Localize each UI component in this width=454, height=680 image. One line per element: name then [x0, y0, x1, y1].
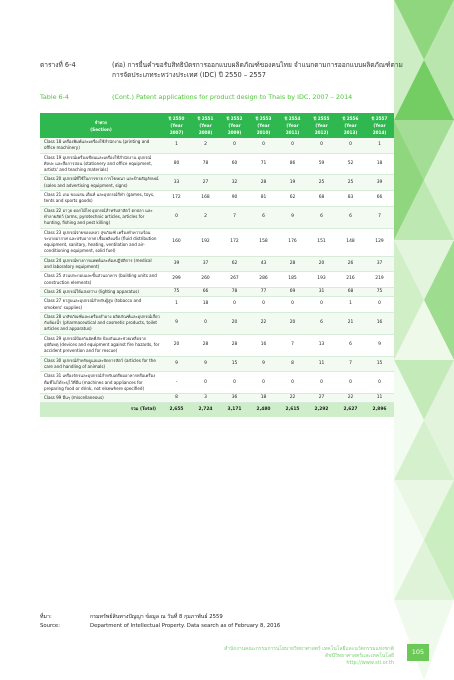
- source-text-thai: กรมทรัพย์สินทางปัญญา ข้อมูล ณ วันที่ 8 กุมภาพันธ์ 2559: [90, 614, 223, 620]
- value-cell: 6: [336, 334, 365, 356]
- value-cell: 0: [220, 372, 249, 394]
- value-cell: 176: [278, 228, 307, 256]
- class-label: Class 30 อุปกรณ์สำหรับดูแลและจัดการสัตว์ (articles for the care and handling of animals): [40, 356, 162, 372]
- total-row: [40, 403, 394, 418]
- year-column-header: [336, 113, 365, 138]
- total-value-cell: 2,724: [191, 403, 220, 418]
- value-cell: 28: [278, 256, 307, 272]
- value-cell: 37: [365, 256, 394, 272]
- total-value-cell: 2,480: [249, 403, 278, 418]
- total-value-cell: 2,292: [307, 403, 336, 418]
- value-cell: 0: [249, 138, 278, 153]
- value-cell: 0: [220, 297, 249, 313]
- value-cell: 172: [220, 228, 249, 256]
- value-cell: 160: [162, 228, 191, 256]
- value-cell: 7: [336, 356, 365, 372]
- value-cell: 1: [365, 138, 394, 153]
- value-cell: 148: [336, 228, 365, 256]
- value-cell: 27: [191, 175, 220, 191]
- value-cell: 8: [162, 394, 191, 403]
- class-label: Class 21 เกม ของเล่น เต็นท์ และอุปกรณ์กีฬา (games, toys, tents and sports goods): [40, 191, 162, 207]
- year-be: ปี 2550: [168, 116, 185, 121]
- year-column-header: [249, 113, 278, 138]
- table-header-row: [40, 113, 394, 138]
- value-cell: 0: [249, 372, 278, 394]
- value-cell: 7: [365, 206, 394, 228]
- year-ce: (Year 2007): [169, 123, 184, 135]
- value-cell: 286: [249, 272, 278, 288]
- value-cell: 25: [336, 175, 365, 191]
- value-cell: 6: [307, 206, 336, 228]
- value-cell: 216: [336, 272, 365, 288]
- value-cell: 25: [307, 175, 336, 191]
- value-cell: 1: [336, 297, 365, 313]
- value-cell: 0: [307, 297, 336, 313]
- value-cell: 22: [336, 394, 365, 403]
- total-value-cell: 2,615: [278, 403, 307, 418]
- value-cell: 81: [249, 191, 278, 207]
- value-cell: 19: [278, 175, 307, 191]
- value-cell: 62: [220, 256, 249, 272]
- table-row: [40, 256, 394, 272]
- value-cell: 0: [278, 297, 307, 313]
- value-cell: 33: [162, 175, 191, 191]
- organization-name: สำนักงานคณะกรรมการนโยบายวิทยาศาสตร์ เทคโนโลยีและนวัตกรรมแห่งชาติ: [224, 646, 394, 652]
- value-cell: 18: [191, 297, 220, 313]
- value-cell: 2: [191, 138, 220, 153]
- year-column-header: [365, 113, 394, 138]
- category-column-header: [40, 113, 162, 138]
- year-be: ปี 2554: [284, 116, 301, 121]
- value-cell: 86: [278, 153, 307, 175]
- value-cell: 39: [162, 256, 191, 272]
- value-cell: 90: [220, 191, 249, 207]
- table-body: [40, 138, 394, 417]
- source-line-thai: [40, 613, 280, 622]
- value-cell: 9: [162, 312, 191, 334]
- value-cell: 0: [365, 297, 394, 313]
- category-header-thai: จำพวก: [94, 119, 108, 125]
- value-cell: 66: [191, 287, 220, 296]
- table-number-thai: ตารางที่ 6-4: [40, 61, 76, 69]
- publication-name: ดัชนีวิทยาศาสตร์และเทคโนโลยี: [325, 653, 394, 659]
- table-caption-thai: (ต่อ) การยื่นคำขอรับสิทธิบัตรการออกแบบผลิตภัณฑ์ของคนไทย จำแนกตามการออกแบบผลิตภัณฑ์ตามการจัดประเภทระหว่างประเทศ (IDC) ปี 2550 – 2557: [112, 61, 403, 79]
- value-cell: 9: [191, 356, 220, 372]
- value-cell: 75: [162, 287, 191, 296]
- value-cell: 15: [220, 356, 249, 372]
- value-cell: 66: [365, 191, 394, 207]
- table-caption-english: (Cont.) Patent applications for product design to Thais by IDC, 2007 – 2014: [112, 93, 353, 101]
- value-cell: 6: [249, 206, 278, 228]
- value-cell: 21: [336, 312, 365, 334]
- value-cell: 18: [249, 394, 278, 403]
- table-number-english: Table 6-4: [40, 93, 69, 101]
- table-row: [40, 287, 394, 296]
- value-cell: 7: [278, 334, 307, 356]
- total-value-cell: 2,627: [336, 403, 365, 418]
- value-cell: 9: [162, 356, 191, 372]
- value-cell: 0: [336, 372, 365, 394]
- year-ce: (Year 2014): [372, 123, 387, 135]
- value-cell: 31: [307, 287, 336, 296]
- class-label: Class 28 เภสัชภัณฑ์และเครื่องสำอาง ผลิตภัณฑ์และอุปกรณ์เกี่ยวกับห้องน้ำ (pharmaceutical and cosmetic products, toilet articles and apparatus): [40, 312, 162, 334]
- value-cell: 9: [249, 356, 278, 372]
- value-cell: -: [162, 372, 191, 394]
- value-cell: 75: [365, 287, 394, 296]
- value-cell: 192: [191, 228, 220, 256]
- category-header-english: (Section): [90, 126, 112, 132]
- patent-applications-table: [40, 113, 394, 417]
- value-cell: 3: [191, 394, 220, 403]
- value-cell: 15: [365, 356, 394, 372]
- page-footer-credit: [224, 646, 394, 667]
- class-label: Class 31 เครื่องจักรและอุปกรณ์สำหรับเตรียมอาหารหรือเครื่องดื่มที่ไม่ได้ระบุไว้ที่อื่น (machines and appliances for preparing food or drink, not elsewhere specified): [40, 372, 162, 394]
- year-be: ปี 2553: [255, 116, 272, 121]
- total-value-cell: 3,171: [220, 403, 249, 418]
- value-cell: 32: [220, 175, 249, 191]
- table-row: [40, 272, 394, 288]
- value-cell: 299: [162, 272, 191, 288]
- value-cell: 151: [307, 228, 336, 256]
- value-cell: 0: [220, 138, 249, 153]
- value-cell: 60: [220, 153, 249, 175]
- value-cell: 52: [336, 153, 365, 175]
- value-cell: 68: [307, 191, 336, 207]
- table-row: [40, 372, 394, 394]
- page-number-badge: 105: [407, 644, 429, 661]
- value-cell: 36: [220, 394, 249, 403]
- class-label: Class 25 ส่วนประกอบและชิ้นส่วนอาคาร (building units and construction elements): [40, 272, 162, 288]
- value-cell: 11: [365, 394, 394, 403]
- value-cell: 6: [307, 312, 336, 334]
- year-be: ปี 2557: [371, 116, 388, 121]
- year-ce: (Year 2013): [343, 123, 358, 135]
- value-cell: 1: [162, 297, 191, 313]
- value-cell: 9: [365, 334, 394, 356]
- value-cell: 71: [249, 153, 278, 175]
- value-cell: 8: [278, 356, 307, 372]
- value-cell: 22: [278, 394, 307, 403]
- value-cell: 62: [278, 191, 307, 207]
- value-cell: 267: [220, 272, 249, 288]
- total-label: รวม (Total): [40, 403, 162, 418]
- value-cell: 168: [191, 191, 220, 207]
- year-ce: (Year 2011): [285, 123, 300, 135]
- value-cell: 0: [278, 372, 307, 394]
- class-label: Class 24 อุปกรณ์ทางการแพทย์และห้องปฏิบัติการ (medical and laboratory equipment): [40, 256, 162, 272]
- year-be: ปี 2552: [226, 116, 243, 121]
- class-label: Class 18 เครื่องพิมพ์และเครื่องใช้สำนักงาน (printing and office machinery): [40, 138, 162, 153]
- value-cell: 28: [220, 334, 249, 356]
- value-cell: 20: [162, 334, 191, 356]
- year-column-header: [278, 113, 307, 138]
- value-cell: 193: [307, 272, 336, 288]
- class-label: Class 22 อาวุธ ดอกไม้ไฟ อุปกรณ์สำหรับล่าสัตว์ ตกปลา และทำลายสัตว์ (arms, pyrotechnic articles, articles for hunting, fishing and pest killing): [40, 206, 162, 228]
- value-cell: 77: [249, 287, 278, 296]
- value-cell: 2: [191, 206, 220, 228]
- year-column-header: [220, 113, 249, 138]
- year-ce: (Year 2010): [256, 123, 271, 135]
- class-label: Class 20 อุปกรณ์ที่ใช้ในการขาย การโฆษณา และป้ายสัญลักษณ์ (sales and advertising equipment, signs): [40, 175, 162, 191]
- class-label: Class 26 อุปกรณ์ให้แสงสว่าง (lighting apparatus): [40, 287, 162, 296]
- value-cell: 129: [365, 228, 394, 256]
- value-cell: 20: [278, 312, 307, 334]
- value-cell: 37: [191, 256, 220, 272]
- value-cell: 28: [249, 175, 278, 191]
- year-be: ปี 2556: [342, 116, 359, 121]
- table-row: [40, 228, 394, 256]
- value-cell: 6: [336, 206, 365, 228]
- value-cell: 0: [191, 372, 220, 394]
- value-cell: 172: [162, 191, 191, 207]
- table-row: [40, 175, 394, 191]
- year-column-header: [162, 113, 191, 138]
- table-row: [40, 153, 394, 175]
- class-label: Class 27 ยาสูบและอุปกรณ์สำหรับผู้สูบ (tobacco and smokers' supplies): [40, 297, 162, 313]
- value-cell: 27: [307, 394, 336, 403]
- decorative-triangle-band: [394, 0, 454, 680]
- year-column-header: [307, 113, 336, 138]
- value-cell: 78: [220, 287, 249, 296]
- value-cell: 185: [278, 272, 307, 288]
- total-value-cell: 2,896: [365, 403, 394, 418]
- class-label: Class 23 อุปกรณ์จ่ายของเหลว สุขภัณฑ์ เครื่องทำความร้อน ระบายอากาศ และปรับอากาศ เชื้อเพลิงแข็ง (fluid distribution equipment, sanitary, heating, ventilation and air-conditioning equipment, solid fuel): [40, 228, 162, 256]
- source-label-thai: ที่มา:: [40, 614, 52, 620]
- value-cell: 26: [336, 256, 365, 272]
- table-row: [40, 191, 394, 207]
- value-cell: 69: [278, 287, 307, 296]
- value-cell: 78: [191, 153, 220, 175]
- source-text-english: Department of Intellectual Property. Data search as of February 8, 2016: [90, 623, 281, 629]
- value-cell: 0: [249, 297, 278, 313]
- value-cell: 28: [191, 334, 220, 356]
- value-cell: 0: [307, 372, 336, 394]
- value-cell: 68: [336, 287, 365, 296]
- value-cell: 11: [307, 356, 336, 372]
- value-cell: 0: [191, 312, 220, 334]
- value-cell: 39: [365, 175, 394, 191]
- year-ce: (Year 2012): [314, 123, 329, 135]
- year-be: ปี 2555: [313, 116, 330, 121]
- source-label-english: Source:: [40, 623, 60, 629]
- value-cell: 7: [220, 206, 249, 228]
- value-cell: 16: [365, 312, 394, 334]
- table-row: [40, 206, 394, 228]
- website-url: http://www.sti.or.th: [346, 660, 394, 666]
- year-ce: (Year 2008): [198, 123, 213, 135]
- value-cell: 1: [162, 138, 191, 153]
- class-label: Class 19 อุปกรณ์เครื่องเขียนและเครื่องใช้สำนักงาน อุปกรณ์ศิลปะ และสื่อการสอน (stationery and office equipment, artists' and teaching materials): [40, 153, 162, 175]
- value-cell: 0: [278, 138, 307, 153]
- table-row: [40, 312, 394, 334]
- value-cell: 80: [162, 153, 191, 175]
- value-cell: 18: [365, 153, 394, 175]
- year-be: ปี 2551: [197, 116, 214, 121]
- value-cell: 9: [278, 206, 307, 228]
- value-cell: 22: [249, 312, 278, 334]
- class-label: Class 29 อุปกรณ์ป้องกันอัคคีภัย ป้องกันและช่วยเหลือจากอุบัติเหตุ (devices and equipment against fire hazards, for accident prevention and for rescue): [40, 334, 162, 356]
- source-line-english: [40, 622, 280, 631]
- value-cell: 83: [336, 191, 365, 207]
- value-cell: 0: [336, 138, 365, 153]
- total-value-cell: 2,655: [162, 403, 191, 418]
- value-cell: 16: [249, 334, 278, 356]
- value-cell: 219: [365, 272, 394, 288]
- value-cell: 158: [249, 228, 278, 256]
- value-cell: 59: [307, 153, 336, 175]
- value-cell: 20: [220, 312, 249, 334]
- value-cell: 13: [307, 334, 336, 356]
- value-cell: 43: [249, 256, 278, 272]
- value-cell: 0: [365, 372, 394, 394]
- year-ce: (Year 2009): [227, 123, 242, 135]
- table-row: [40, 356, 394, 372]
- value-cell: 0: [162, 206, 191, 228]
- value-cell: 0: [307, 138, 336, 153]
- table-row: [40, 334, 394, 356]
- value-cell: 260: [191, 272, 220, 288]
- value-cell: 20: [307, 256, 336, 272]
- table-row: [40, 297, 394, 313]
- source-note: [40, 613, 280, 631]
- class-label: Class 99 อื่นๆ (miscellaneous): [40, 394, 162, 403]
- year-column-header: [191, 113, 220, 138]
- table-row: [40, 394, 394, 403]
- table-row: [40, 138, 394, 153]
